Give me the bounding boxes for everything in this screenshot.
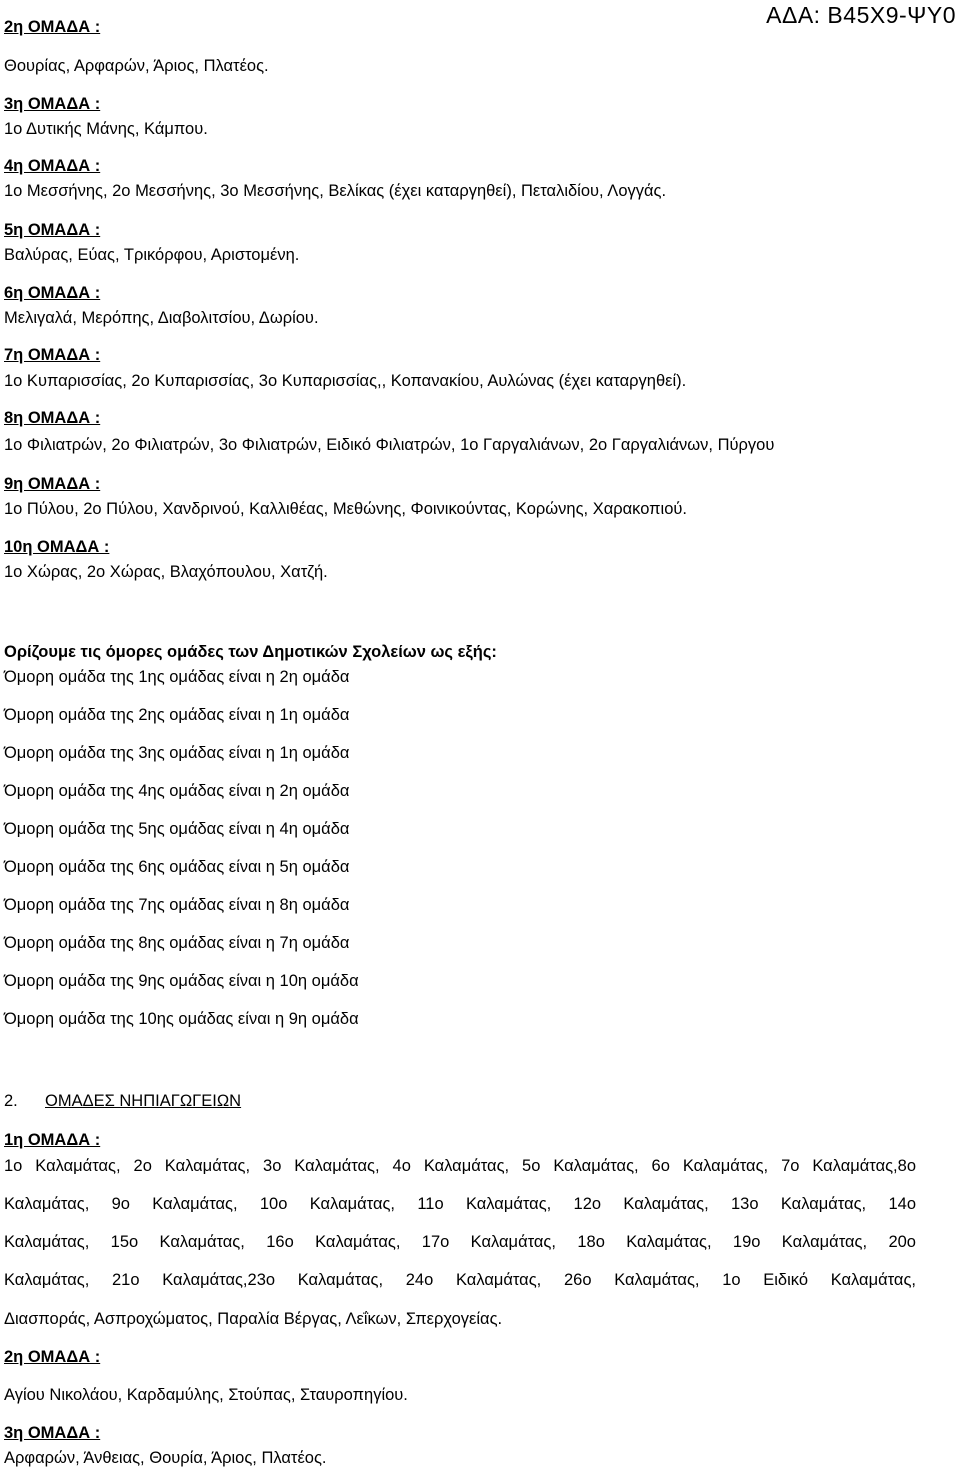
group-7-text: 1ο Κυπαρισσίας, 2ο Κυπαρισσίας, 3ο Κυπαρισσίας,, Κοπανακίου, Αυλώνας (έχει καταργηθεί). — [4, 372, 687, 390]
neighbor-line: Όμορη ομάδα της 9ης ομάδας είναι η 10η ομάδα — [4, 972, 359, 990]
group-3-heading: 3η ΟΜΑΔΑ : — [4, 95, 101, 113]
k-group-2-heading: 2η ΟΜΑΔΑ : — [4, 1348, 101, 1366]
k-group-1-line: Καλαμάτας, 9ο Καλαμάτας, 10ο Καλαμάτας, 11ο Καλαμάτας, 12ο Καλαμάτας, 13ο Καλαμάτας, 14ο — [4, 1195, 916, 1213]
group-6-heading: 6η ΟΜΑΔΑ : — [4, 284, 101, 302]
neighbor-line: Όμορη ομάδα της 1ης ομάδας είναι η 2η ομάδα — [4, 668, 350, 686]
group-8-text: 1ο Φιλιατρών, 2ο Φιλιατρών, 3ο Φιλιατρών, Ειδικό Φιλιατρών, 1ο Γαργαλιάνων, 2ο Γαργαλιάνων, Πύργου — [4, 436, 775, 454]
group-7-heading: 7η ΟΜΑΔΑ : — [4, 346, 101, 364]
section-2-number: 2. — [4, 1092, 18, 1110]
k-group-2-text: Αγίου Νικολάου, Καρδαμύλης, Στούπας, Σταυροπηγίου. — [4, 1386, 408, 1404]
k-group-3-heading: 3η ΟΜΑΔΑ : — [4, 1424, 101, 1442]
group-2-heading: 2η ΟΜΑΔΑ : — [4, 18, 101, 36]
section-2-title: ΟΜΑΔΕΣ ΝΗΠΙΑΓΩΓΕΙΩΝ — [45, 1092, 242, 1110]
neighbor-line: Όμορη ομάδα της 3ης ομάδας είναι η 1η ομάδα — [4, 744, 350, 762]
group-8-heading: 8η ΟΜΑΔΑ : — [4, 409, 101, 427]
group-3-text: 1ο Δυτικής Μάνης, Κάμπου. — [4, 120, 208, 138]
k-group-1-heading: 1η ΟΜΑΔΑ : — [4, 1131, 101, 1149]
group-2-text: Θουρίας, Αρφαρών, Άριος, Πλατέος. — [4, 57, 269, 75]
neighbor-line: Όμορη ομάδα της 4ης ομάδας είναι η 2η ομάδα — [4, 782, 350, 800]
k-group-1-line: Καλαμάτας, 21ο Καλαμάτας,23ο Καλαμάτας, 24ο Καλαμάτας, 26ο Καλαμάτας, 1ο Ειδικό Καλαμάτας, — [4, 1271, 916, 1289]
group-10-text: 1ο Χώρας, 2ο Χώρας, Βλαχόπουλου, Χατζή. — [4, 563, 328, 581]
ada-code: ΑΔΑ: Β45Χ9-ΨΥ0 — [766, 2, 956, 28]
group-10-heading: 10η ΟΜΑΔΑ : — [4, 538, 110, 556]
group-5-text: Βαλύρας, Εύας, Τρικόρφου, Αριστομένη. — [4, 246, 300, 264]
neighbor-line: Όμορη ομάδα της 10ης ομάδας είναι η 9η ομάδα — [4, 1010, 359, 1028]
group-4-heading: 4η ΟΜΑΔΑ : — [4, 157, 101, 175]
neighbor-line: Όμορη ομάδα της 5ης ομάδας είναι η 4η ομάδα — [4, 820, 350, 838]
k-group-3-text: Αρφαρών, Άνθειας, Θουρία, Άριος, Πλατέος. — [4, 1449, 327, 1467]
k-group-1-line: Καλαμάτας, 15ο Καλαμάτας, 16ο Καλαμάτας, 17ο Καλαμάτας, 18ο Καλαμάτας, 19ο Καλαμάτας, 20ο — [4, 1233, 916, 1251]
neighbor-line: Όμορη ομάδα της 8ης ομάδας είναι η 7η ομάδα — [4, 934, 350, 952]
neighbor-line: Όμορη ομάδα της 6ης ομάδας είναι η 5η ομάδα — [4, 858, 350, 876]
group-5-heading: 5η ΟΜΑΔΑ : — [4, 221, 101, 239]
group-6-text: Μελιγαλά, Μερόπης, Διαβολιτσίου, Δωρίου. — [4, 309, 319, 327]
group-9-text: 1ο Πύλου, 2ο Πύλου, Χανδρινού, Καλλιθέας, Μεθώνης, Φοινικούντας, Κορώνης, Χαρακοπιού. — [4, 500, 688, 518]
group-4-text: 1ο Μεσσήνης, 2ο Μεσσήνης, 3ο Μεσσήνης, Βελίκας (έχει καταργηθεί), Πεταλιδίου, Λογγάς. — [4, 182, 667, 200]
k-group-1-line: 1ο Καλαμάτας, 2ο Καλαμάτας, 3ο Καλαμάτας, 4ο Καλαμάτας, 5ο Καλαμάτας, 6ο Καλαμάτας, 7ο Καλαμάτας,8ο — [4, 1157, 916, 1175]
neighbors-title: Ορίζουμε τις όμορες ομάδες των Δημοτικών Σχολείων ως εξής: — [4, 643, 497, 661]
group-9-heading: 9η ΟΜΑΔΑ : — [4, 475, 101, 493]
neighbor-line: Όμορη ομάδα της 2ης ομάδας είναι η 1η ομάδα — [4, 706, 350, 724]
neighbor-line: Όμορη ομάδα της 7ης ομάδας είναι η 8η ομάδα — [4, 896, 350, 914]
k-group-1-line: Διασποράς, Ασπροχώματος, Παραλία Βέργας, Λεΐκων, Σπερχογείας. — [4, 1310, 503, 1328]
